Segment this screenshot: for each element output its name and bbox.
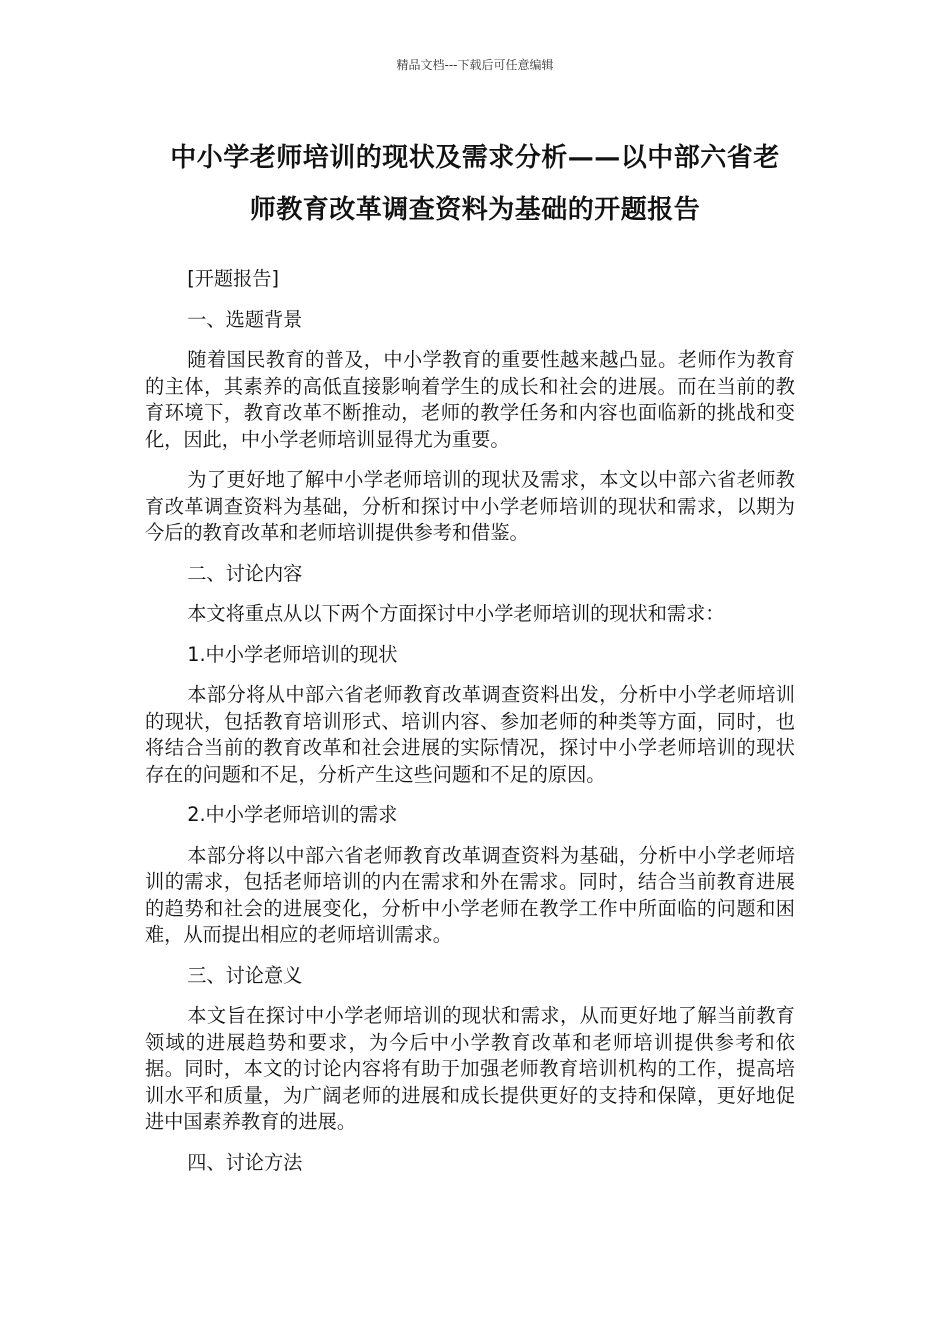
page-header: 精品文档---下载后可任意编辑 <box>396 58 554 72</box>
section-heading-content: 二、讨论内容 <box>187 561 303 585</box>
document-title-line-1: 中小学老师培训的现状及需求分析——以中部六省老 <box>170 143 780 173</box>
paragraph-current-status: 本部分将从中部六省老师教育改革调查资料出发，分析中小学老师培训的现状，包括教育培训形式、培训内容、参加老师的种类等方面，同时，也将结合当前的教育改革和社会进展的实际情况，探讨中小学老师培训的现状存在的问题和不足，分析产生这些问题和不足的原因。 <box>145 683 795 786</box>
subheading-current-status: 1.中小学老师培训的现状 <box>187 642 398 666</box>
report-label: [开题报告] <box>187 267 279 290</box>
paragraph-background-2: 为了更好地了解中小学老师培训的现状及需求，本文以中部六省老师教育改革调查资料为基础，分析和探讨中小学老师培训的现状和需求，以期为今后的教育改革和老师培训提供参考和借鉴。 <box>145 468 795 544</box>
section-heading-methods: 四、讨论方法 <box>187 1150 303 1174</box>
section-heading-significance: 三、讨论意义 <box>187 963 303 987</box>
paragraph-content-intro: 本文将重点从以下两个方面探讨中小学老师培训的现状和需求： <box>187 602 725 625</box>
section-heading-background: 一、选题背景 <box>187 307 303 331</box>
subheading-needs: 2.中小学老师培训的需求 <box>187 803 398 826</box>
paragraph-background-1: 随着国民教育的普及，中小学教育的重要性越来越凸显。老师作为教育的主体，其素养的高低直接影响着学生的成长和社会的进展。而在当前的教育环境下，教育改革不断推动，老师的教学任务和内容也面临新的挑战和变化，因此，中小学老师培训显得尤为重要。 <box>145 348 795 451</box>
paragraph-significance: 本文旨在探讨中小学老师培训的现状和需求，从而更好地了解当前教育领域的进展趋势和要求，为今后中小学教育改革和老师培训提供参考和依据。同时，本文的讨论内容将有助于加强老师教育培训机构的工作，提高培训水平和质量，为广阔老师的进展和成长提供更好的支持和保障，更好地促进中国素养教育的进展。 <box>145 1004 795 1133</box>
document-title-line-2: 师教育改革调查资料为基础的开题报告 <box>249 195 701 225</box>
document-body <box>145 266 795 1176</box>
paragraph-needs: 本部分将以中部六省老师教育改革调查资料为基础，分析中小学老师培训的需求，包括老师培训的内在需求和外在需求。同时，结合当前教育进展的趋势和社会的进展变化，分析中小学老师在教学工作中所面临的问题和困难，从而提出相应的老师培训需求。 <box>145 843 795 946</box>
document-title <box>135 132 815 236</box>
